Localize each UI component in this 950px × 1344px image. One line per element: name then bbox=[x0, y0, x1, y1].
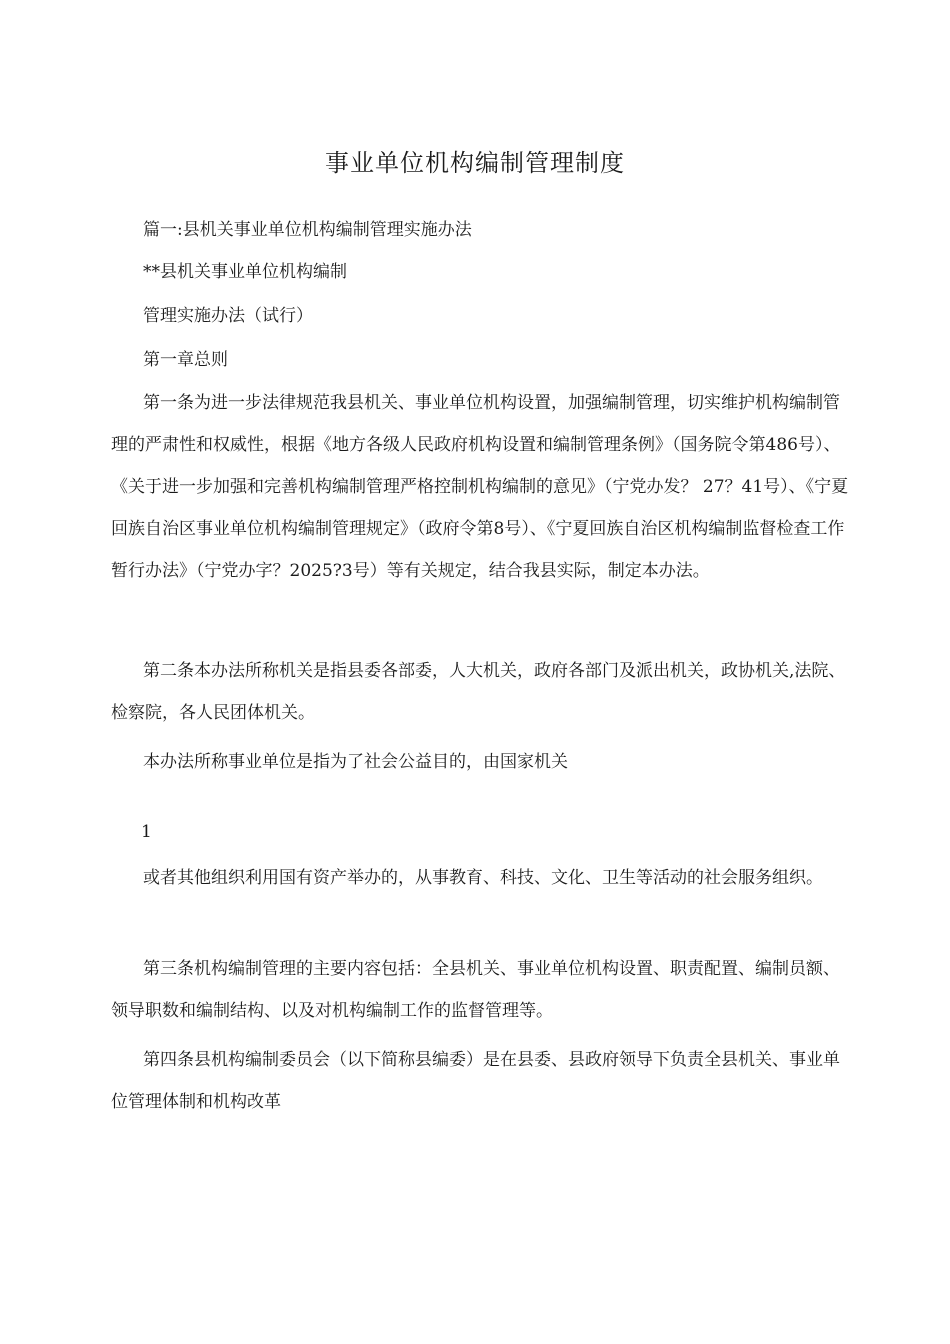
article-1-paragraph: 第一条为进一步法律规范我县机关、事业单位机构设置，加强编制管理，切实维护机构编制管理的严肃性和权威性，根据《地方各级人民政府机构设置和编制管理条例》（国务院令第486号）、《关于进一步加强和完善机构编制管理严格控制机构编制的意见》（宁党办发？ 27？41号）、《宁夏回族自治区事业单位机构编制管理规定》（政府令第8号）、《宁夏回族自治区机构编制监督检查工作暂行办法》（宁党办字？2025?3号）等有关规定，结合我县实际，制定本办法。 bbox=[111, 393, 849, 581]
subtitle-line-2: 管理实施办法（试行） bbox=[143, 306, 313, 326]
subtitle-line-1: **县机关事业单位机构编制 bbox=[143, 262, 347, 282]
section-heading: 篇一:县机关事业单位机构编制管理实施办法 bbox=[143, 220, 472, 240]
document-title: 事业单位机构编制管理制度 bbox=[325, 149, 625, 177]
page-number: 1 bbox=[141, 822, 152, 842]
article-2-continuation: 本办法所称事业单位是指为了社会公益目的，由国家机关 bbox=[143, 752, 568, 772]
article-4-paragraph: 第四条县机构编制委员会（以下简称县编委）是在县委、县政府领导下负责全县机关、事业单位管理体制和机构改革 bbox=[111, 1050, 840, 1112]
article-2-paragraph: 第二条本办法所称机关是指县委各部委，人大机关，政府各部门及派出机关，政协机关,法院、检察院，各人民团体机关。 bbox=[111, 661, 846, 723]
chapter-heading: 第一章总则 bbox=[143, 350, 228, 370]
article-2-continuation-2: 或者其他组织利用国有资产举办的，从事教育、科技、文化、卫生等活动的社会服务组织。 bbox=[143, 868, 823, 888]
article-3-paragraph: 第三条机构编制管理的主要内容包括：全县机关、事业单位机构设置、职责配置、编制员额、领导职数和编制结构、以及对机构编制工作的监督管理等。 bbox=[111, 959, 840, 1021]
